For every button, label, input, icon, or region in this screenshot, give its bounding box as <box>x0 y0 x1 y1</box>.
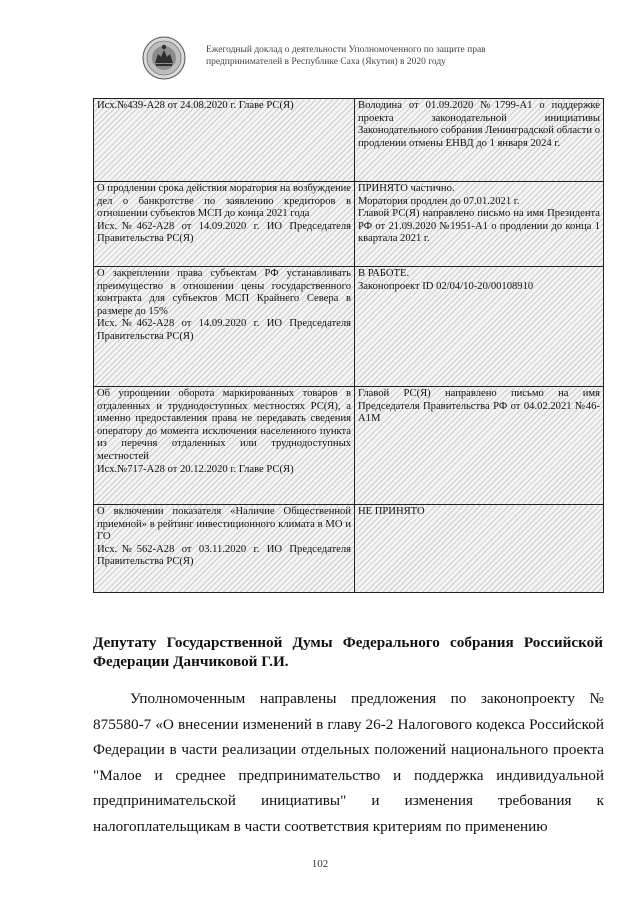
section-heading: Депутату Государственной Думы Федерального собрания Российской Федерации Данчиковой Г.И. <box>93 634 603 670</box>
cell-text: НЕ ПРИНЯТО <box>358 506 425 517</box>
cell-text: О закреплении права субъектам РФ устанавливать преимущество в отношении цены государственного контракта для субъектов МСП Крайнего Севера в размере до 15% <box>97 268 351 317</box>
cell-text: Моратория продлен до 07.01.2021 г. <box>358 195 520 207</box>
table-cell-result <box>355 182 604 267</box>
table-cell-proposal <box>94 267 355 387</box>
header-line-2: предпринимателей в Республике Саха (Якутия) в 2020 году <box>206 57 446 67</box>
cell-text: Исх.№462-А28 от 14.09.2020 г. ИО Председателя Правительства РС(Я) <box>97 318 351 342</box>
table-row <box>94 505 604 593</box>
body-paragraph <box>93 686 604 839</box>
cell-text: О продлении срока действия моратория на возбуждение дел о банкротстве по заявлению кредиторов в отношении субъектов МСП до конца 2021 года <box>97 183 351 220</box>
cell-text: Исх.№462-А28 от 14.09.2020 г. ИО Председателя Правительства РС(Я) <box>97 220 351 245</box>
cell-text: Володина от 01.09.2020 №1799-А1 о поддержке проекта законодательной инициативы Законодательного собрания Ленинградской области о продлении отмены ЕНВД до 1 января 2024 г. <box>358 100 600 149</box>
page-number: 102 <box>311 858 329 870</box>
table-row <box>94 99 604 182</box>
header-text <box>206 44 626 68</box>
table-cell-result <box>355 267 604 387</box>
table-row <box>94 267 604 387</box>
table-cell-proposal <box>94 387 355 505</box>
table-cell-result <box>355 505 604 593</box>
cell-text: Исх.№717-А28 от 20.12.2020 г. Главе РС(Я) <box>97 463 294 475</box>
table-cell-result <box>355 387 604 505</box>
cell-text: Главой РС(Я) направлено письмо на имя Председателя Правительства РФ от 04.02.2021 №46-А1М <box>358 388 600 425</box>
paragraph-text: Уполномоченным направлены предложения по законопроекту № 875580-7 «О внесении изменений в главу 26-2 Налогового кодекса Российской Федерации в части реализации отдельных положений национального проекта "Малое и среднее предпринимательство и поддержка индивидуальной предпринимательской инициативы" и изменения требования к налогоплательщикам в части соответствия критериям по применению <box>93 690 604 835</box>
table-cell-proposal <box>94 505 355 593</box>
cell-text: Исх.№439-А28 от 24.08.2020 г. Главе РС(Я) <box>97 100 294 111</box>
proposals-table <box>93 98 604 593</box>
cell-text: ПРИНЯТО частично. <box>358 183 455 194</box>
table-row <box>94 387 604 505</box>
cell-text: Исх.№562-А28 от 03.11.2020 г. ИО Председателя Правительства РС(Я) <box>97 543 351 568</box>
table-row <box>94 182 604 267</box>
page-header <box>142 36 612 86</box>
table-cell-result <box>355 99 604 182</box>
cell-text: О включении показателя «Наличие Общественной приемной» в рейтинг инвестиционного климата в МО и ГО <box>97 506 351 543</box>
table-cell-proposal <box>94 99 355 182</box>
coat-of-arms-icon <box>142 36 186 80</box>
cell-text: Об упрощении оборота маркированных товаров в отдаленных и труднодоступных местностях РС(Я), а именно предоставления права не передавать сведения оператору до момента исключения населенного пункта из перечня отдаленных или труднодоступных местностей <box>97 388 351 462</box>
cell-text: В РАБОТЕ. <box>358 268 410 279</box>
header-line-1: Ежегодный доклад о деятельности Уполномоченного по защите прав <box>206 45 486 55</box>
table-cell-proposal <box>94 182 355 267</box>
cell-text: Законопроект ID 02/04/10-20/00108910 <box>358 280 534 292</box>
cell-text: Главой РС(Я) направлено письмо на имя Президента РФ от 21.09.2020 №1951-А1 о продлении до конца 1 квартала 2021 г. <box>358 208 600 245</box>
